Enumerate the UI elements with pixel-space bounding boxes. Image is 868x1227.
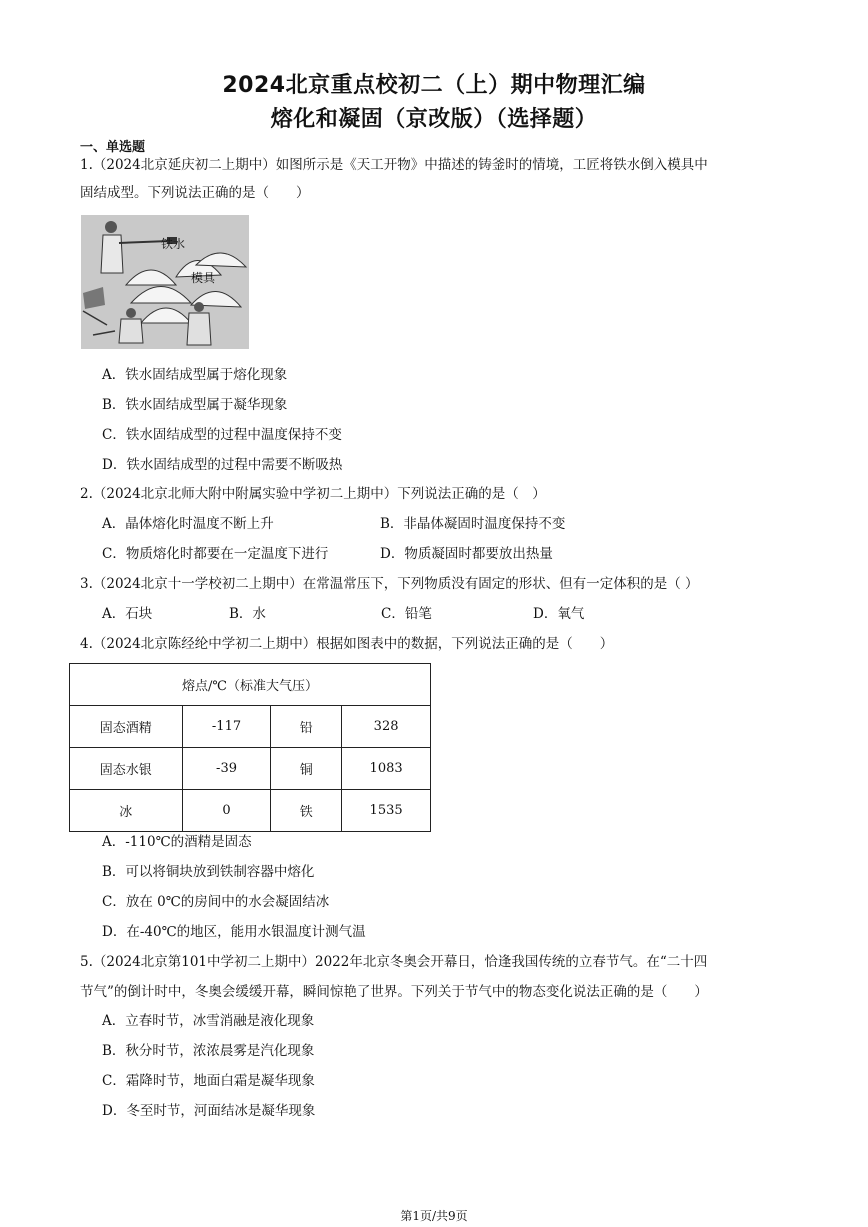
question-3-option-b[interactable]: B．水 <box>229 606 266 622</box>
page-footer: 第1页/共9页 <box>400 1209 468 1223</box>
table-cell: 328 <box>342 706 431 748</box>
table-cell: -117 <box>182 706 271 748</box>
table-cell: 1083 <box>342 748 431 790</box>
question-5-option-d[interactable]: D．冬至时节，河面结冰是凝华现象 <box>102 1103 316 1119</box>
question-2-option-b[interactable]: B．非晶体凝固时温度保持不变 <box>380 516 566 532</box>
question-2-text: 2.（2024北京北师大附中附属实验中学初二上期中）下列说法正确的是（ ） <box>80 486 546 502</box>
table-cell: 铜 <box>271 748 342 790</box>
question-2-option-a[interactable]: A．晶体熔化时温度不断上升 <box>102 516 274 532</box>
question-4-option-d[interactable]: D．在-40℃的地区，能用水银温度计测气温 <box>102 924 366 940</box>
question-1-option-c[interactable]: C．铁水固结成型的过程中温度保持不变 <box>102 427 342 443</box>
question-3-option-d[interactable]: D．氧气 <box>533 606 585 622</box>
question-3-option-a[interactable]: A．石块 <box>102 606 153 622</box>
section-heading: 一、单选题 <box>80 140 146 155</box>
table-row <box>70 706 431 748</box>
table-row <box>70 748 431 790</box>
casting-illustration <box>81 215 249 349</box>
table-cell: 1535 <box>342 790 431 832</box>
table-cell: 铅 <box>271 706 342 748</box>
table-cell: 固态酒精 <box>70 706 183 748</box>
question-4-option-c[interactable]: C．放在 0℃的房间中的水会凝固结冰 <box>102 894 330 910</box>
question-3-text: 3.（2024北京十一学校初二上期中）在常温常压下，下列物质没有固定的形状、但有一定体积的是（ ） <box>80 576 699 592</box>
table-header: 熔点/℃（标准大气压） <box>70 664 431 706</box>
figure-label-iron: 铁水 <box>161 237 186 251</box>
table-row <box>70 790 431 832</box>
question-5-option-c[interactable]: C．霜降时节，地面白霜是凝华现象 <box>102 1073 315 1089</box>
question-1-option-a[interactable]: A．铁水固结成型属于熔化现象 <box>102 367 288 383</box>
document-subtitle: 熔化和凝固（京改版）（选择题） <box>270 107 598 132</box>
table-cell: 冰 <box>70 790 183 832</box>
table-cell: -39 <box>182 748 271 790</box>
question-5-text: 5.（2024北京第101中学初二上期中）2022年北京冬奥会开幕日，恰逢我国传统的立春节气。在“二十四 <box>80 954 708 970</box>
question-3-option-c[interactable]: C．铅笔 <box>381 606 432 622</box>
table-cell: 0 <box>182 790 271 832</box>
question-4-text: 4.（2024北京陈经纶中学初二上期中）根据如图表中的数据，下列说法正确的是（ ） <box>80 636 614 652</box>
question-1-option-b[interactable]: B．铁水固结成型属于凝华现象 <box>102 397 288 413</box>
figure-label-mold: 模具 <box>191 271 216 285</box>
question-4-option-a[interactable]: A．-110℃的酒精是固态 <box>102 834 252 850</box>
question-5-text-cont: 节气”的倒计时中，冬奥会缓缓开幕，瞬间惊艳了世界。下列关于节气中的物态变化说法正确的是（ ） <box>80 984 708 1000</box>
question-4-option-b[interactable]: B．可以将铜块放到铁制容器中熔化 <box>102 864 315 880</box>
melting-point-table <box>69 663 431 832</box>
table-cell: 铁 <box>271 790 342 832</box>
question-1-option-d[interactable]: D．铁水固结成型的过程中需要不断吸热 <box>102 457 343 473</box>
document-title: 2024北京重点校初二（上）期中物理汇编 <box>222 73 646 98</box>
question-5-option-a[interactable]: A．立春时节，冰雪消融是液化现象 <box>102 1013 315 1029</box>
question-1-text-cont: 固结成型。下列说法正确的是（ ） <box>80 185 310 201</box>
question-2-option-c[interactable]: C．物质熔化时都要在一定温度下进行 <box>102 546 329 562</box>
question-5-option-b[interactable]: B．秋分时节，浓浓晨雾是汽化现象 <box>102 1043 315 1059</box>
question-1-text: 1.（2024北京延庆初二上期中）如图所示是《天工开物》中描述的铸釜时的情境，工匠将铁水倒入模具中 <box>80 157 708 173</box>
question-2-option-d[interactable]: D．物质凝固时都要放出热量 <box>380 546 553 562</box>
table-cell: 固态水银 <box>70 748 183 790</box>
